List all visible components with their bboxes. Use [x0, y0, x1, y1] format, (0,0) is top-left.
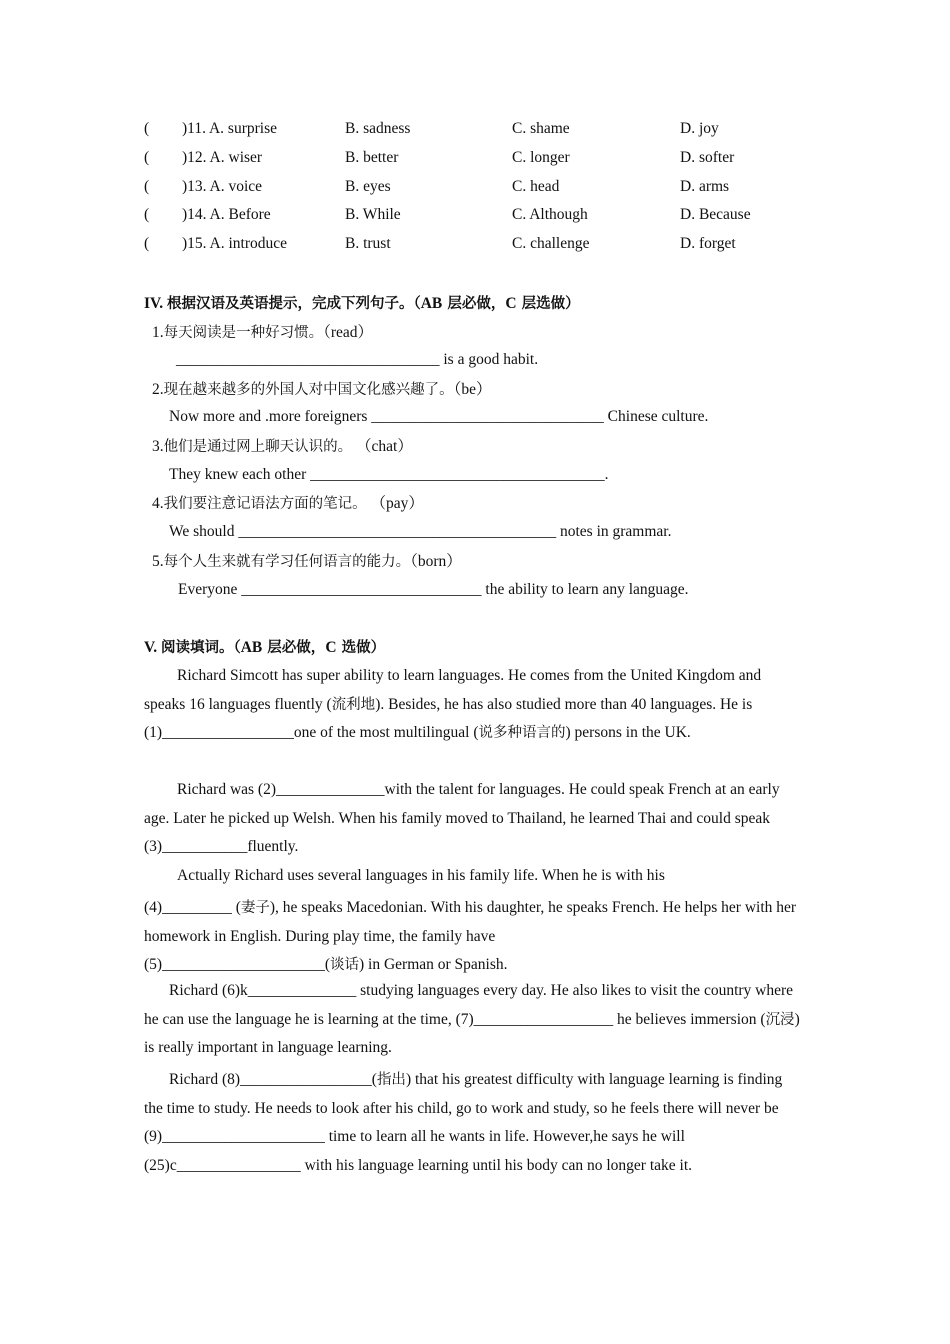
option-a: )12. A. wiser [182, 149, 263, 166]
item-hint: （be） [453, 381, 492, 398]
item-answer-line[interactable]: We should _________________________________________ notes in grammar. [169, 523, 672, 540]
passage-paragraph-3b: (4)_________ (妻子), he speaks Macedonian. With his daughter, he speaks French. He helps her with her homework in English. During play time, the family have [144, 899, 797, 945]
item-answer-line[interactable]: Now more and .more foreigners ______________________________ Chinese culture. [169, 408, 709, 425]
option-b: B. trust [345, 235, 391, 252]
item-chinese: 我们要注意记语法方面的笔记。 [163, 496, 367, 512]
section-title-end: 层选做） [516, 295, 580, 312]
section-title-end: 选做） [336, 639, 386, 656]
option-c: C. challenge [512, 235, 590, 252]
answer-blank[interactable]: ( [144, 120, 150, 137]
item-answer-line[interactable]: Everyone _______________________________ the ability to learn any language. [178, 581, 689, 598]
item-prompt [152, 323, 373, 343]
item-number: 2. [152, 381, 164, 398]
option-a: )11. A. surprise [182, 120, 277, 137]
option-d: D. forget [680, 235, 736, 252]
answer-blank[interactable]: ( [144, 206, 150, 223]
mc-row [144, 149, 844, 169]
item-chinese: 他们是通过网上聊天认识的。 [163, 439, 353, 455]
item-number: 4. [152, 495, 164, 512]
option-a: )13. A. voice [182, 178, 263, 195]
option-c: C. shame [512, 120, 570, 137]
section-title-mid: 层必做， [442, 295, 506, 312]
section-title: 根据汉语及英语提示，完成下列句子。（ [166, 295, 421, 312]
mc-row [144, 235, 844, 255]
level-c: C [325, 639, 337, 656]
answer-blank[interactable]: ( [144, 235, 150, 252]
mc-row [144, 206, 844, 226]
option-d: D. Because [680, 206, 751, 223]
mc-row [144, 178, 844, 198]
section-number: V. [144, 639, 161, 656]
level-ab: AB [240, 639, 263, 656]
section-title: 阅读填词。（ [160, 639, 241, 656]
item-prompt [152, 380, 492, 400]
mc-row [144, 120, 844, 140]
option-a: )15. A. introduce [182, 235, 288, 252]
passage-paragraph-5: Richard (8)_________________(指出) that his greatest difficulty with language learning is finding the time to study. He needs to look after his child, go to work and study, so he feels there will never be (9)_____________________ time to learn all he wants in life. However,he says he will (25)c________________ with his language learning until his body can no longer take it. [144, 1071, 783, 1175]
option-b: B. eyes [345, 178, 391, 195]
section-heading-v [144, 638, 385, 658]
item-number: 3. [152, 438, 164, 455]
option-b: B. better [345, 149, 399, 166]
option-c: C. Although [512, 206, 588, 223]
item-prompt [152, 437, 413, 457]
item-hint: （chat） [352, 438, 413, 455]
section-number: IV. [144, 295, 167, 312]
item-answer-line[interactable]: They knew each other ______________________________________. [169, 466, 609, 483]
item-number: 5. [152, 553, 164, 570]
item-chinese: 每个人生来就有学习任何语言的能力。 [163, 554, 411, 570]
option-d: D. arms [680, 178, 730, 195]
option-c: C. longer [512, 149, 570, 166]
option-d: D. joy [680, 120, 719, 137]
option-b: B. While [345, 206, 401, 223]
item-hint: （born） [410, 553, 462, 570]
option-b: B. sadness [345, 120, 411, 137]
passage-paragraph-2: Richard was (2)______________with the talent for languages. He could speak French at an early age. Later he picked up Welsh. When his family moved to Thailand, he learned Thai and could speak (3)___________fluently. [144, 781, 780, 856]
passage-paragraph-1: Richard Simcott has super ability to learn languages. He comes from the United Kingdom and speaks 16 languages fluently (流利地). Besides, he has also studied more than 40 languages. He is (1)_________________one of the most multilingual (说多种语言的) persons in the UK. [144, 667, 762, 742]
item-hint: （read） [323, 324, 374, 341]
item-answer-line[interactable]: __________________________________ is a good habit. [176, 351, 539, 368]
item-chinese: 每天阅读是一种好习惯。 [163, 325, 324, 341]
section-heading-iv [144, 294, 580, 314]
option-a: )14. A. Before [182, 206, 271, 223]
level-c: C [505, 295, 517, 312]
item-prompt [152, 552, 462, 572]
level-ab: AB [420, 295, 443, 312]
answer-blank[interactable]: ( [144, 149, 150, 166]
section-title-mid: 层必做， [262, 639, 326, 656]
item-number: 1. [152, 324, 164, 341]
passage-paragraph-3a: Actually Richard uses several languages in his family life. When he is with his [177, 867, 665, 884]
option-c: C. head [512, 178, 560, 195]
passage-paragraph-3c: (5)_____________________(谈话) in German or Spanish. [144, 956, 508, 973]
passage-paragraph-4: Richard (6)k______________ studying languages every day. He also likes to visit the country where he can use the language he is learning at the time, (7)__________________ he believes immersion (沉浸) is really important in language learning. [144, 982, 800, 1057]
answer-blank[interactable]: ( [144, 178, 150, 195]
item-chinese: 现在越来越多的外国人对中国文化感兴趣了。 [163, 382, 454, 398]
item-prompt [152, 494, 424, 514]
item-hint: （pay） [366, 495, 424, 512]
option-d: D. softer [680, 149, 735, 166]
